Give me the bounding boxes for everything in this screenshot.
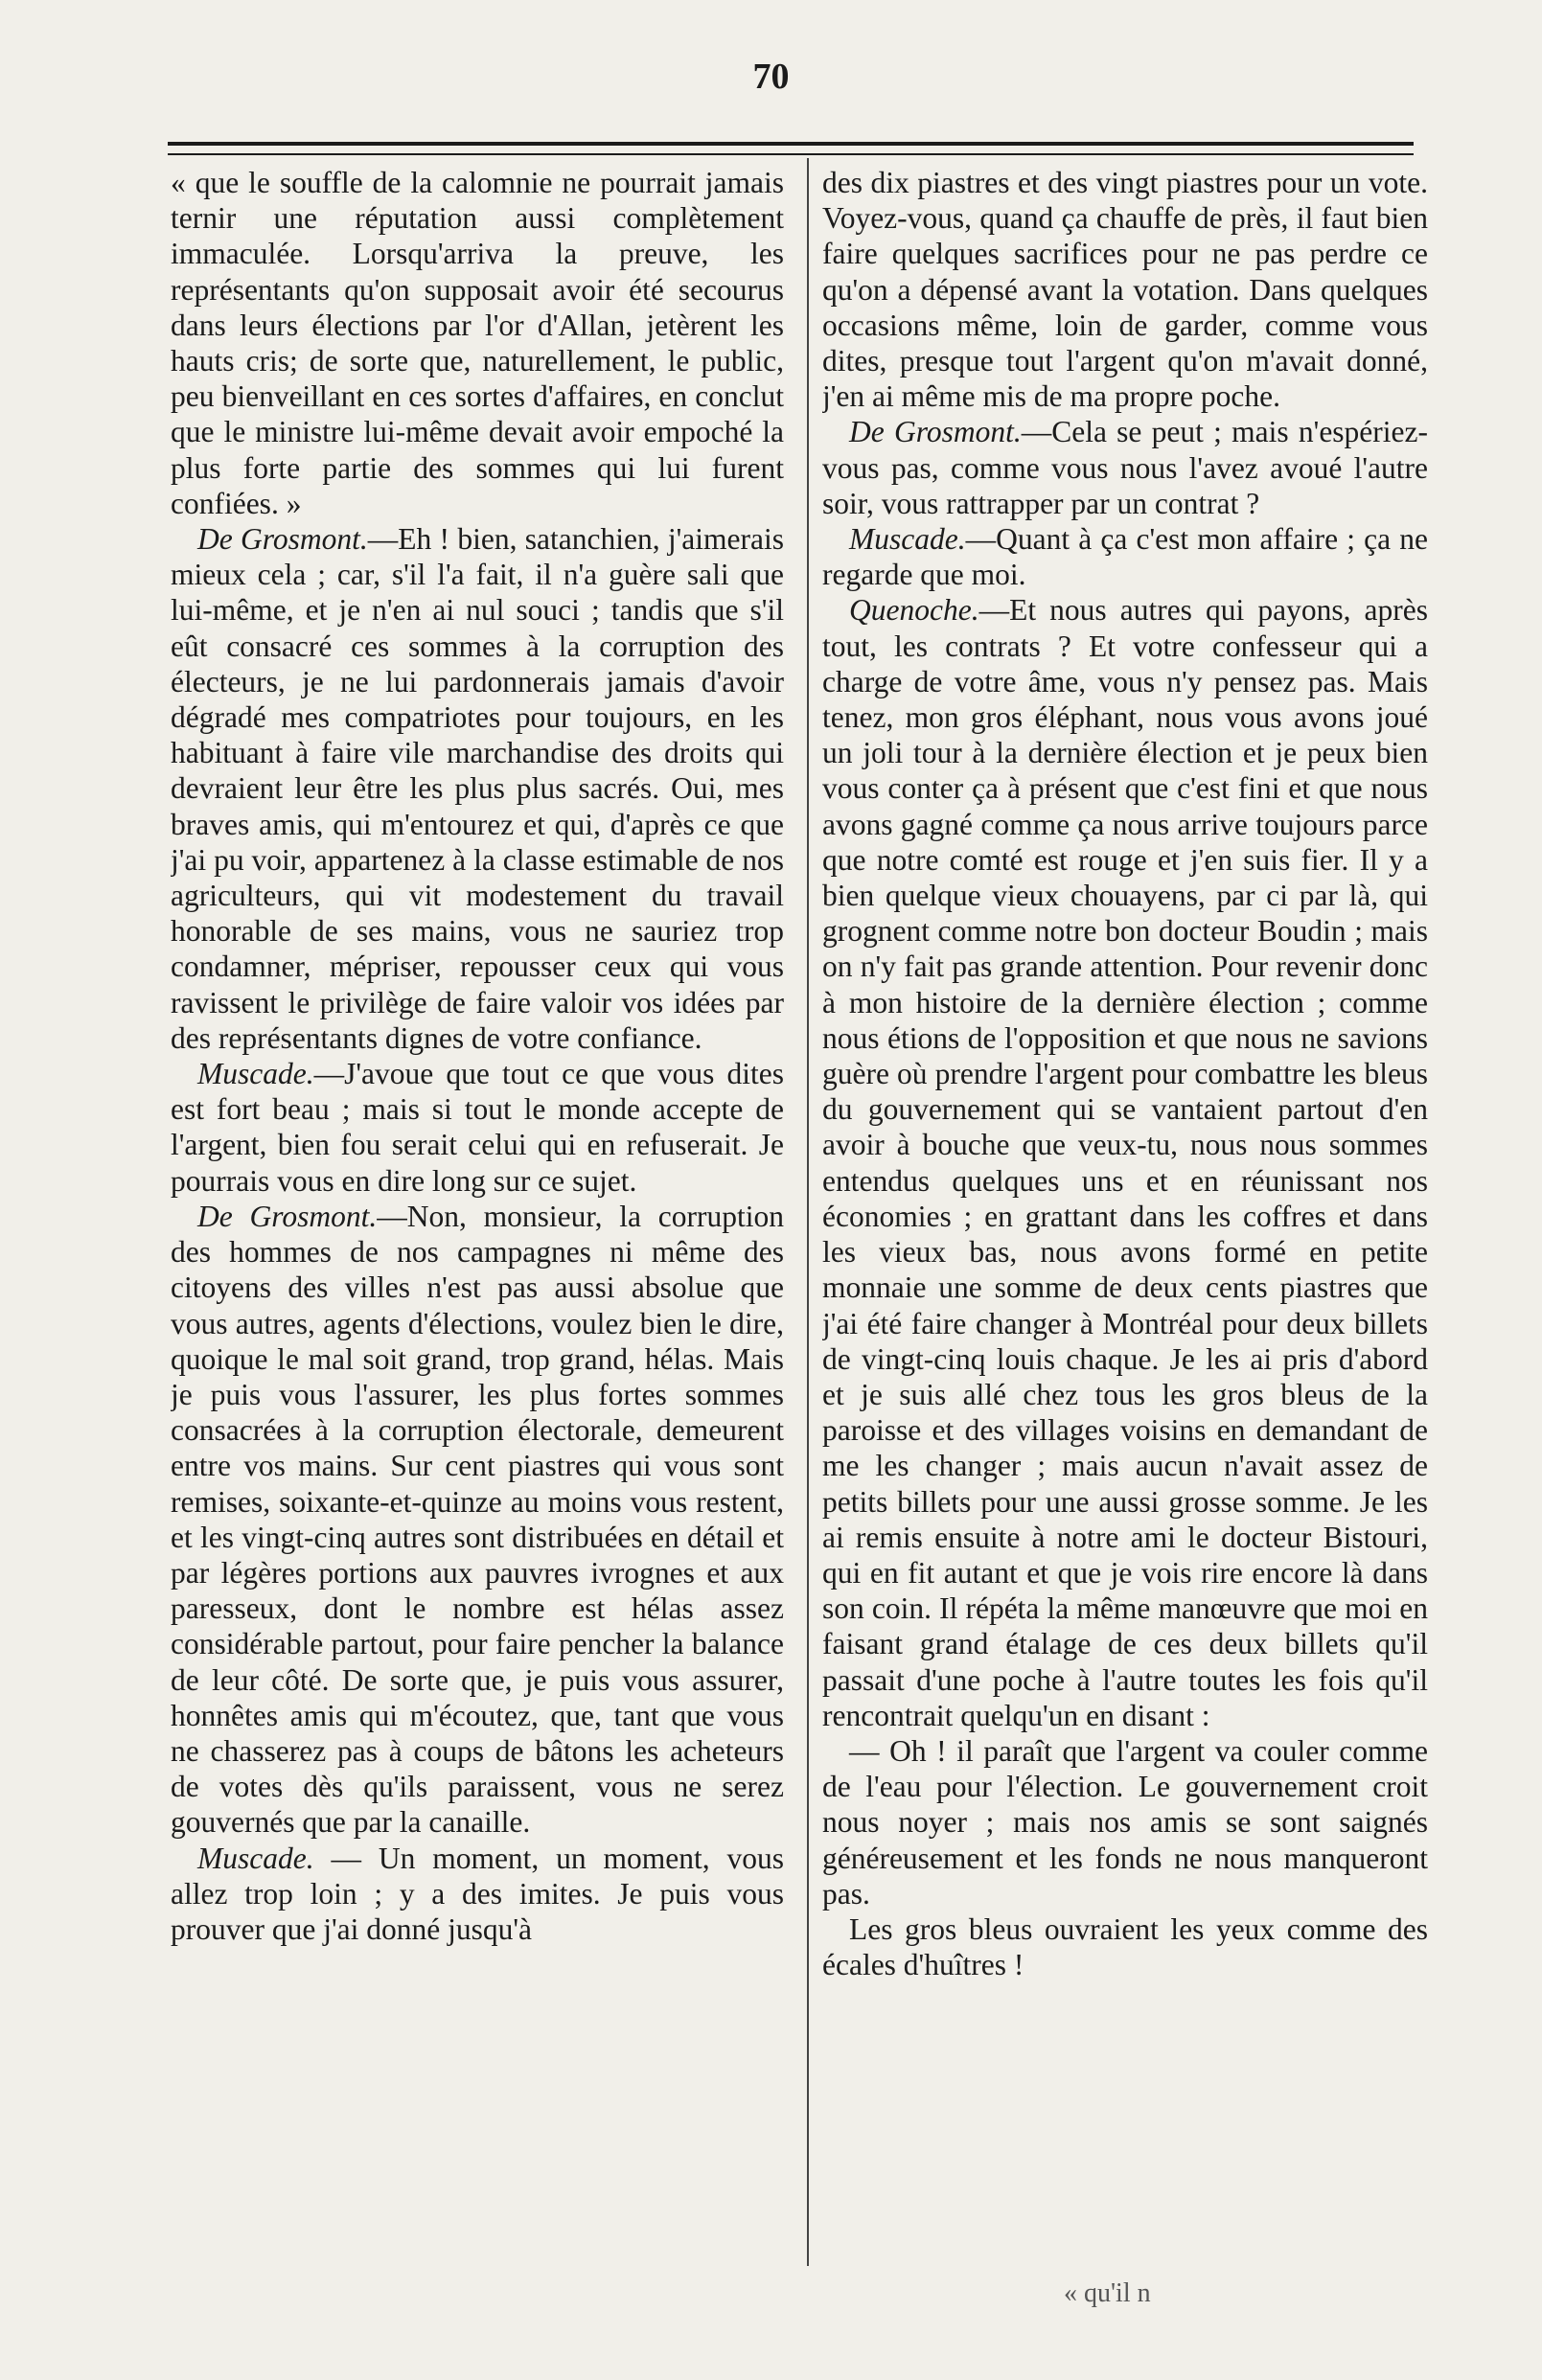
page-number: 70	[752, 57, 790, 97]
left-column	[171, 165, 784, 2273]
right-column	[822, 165, 1428, 2273]
column-divider	[807, 158, 809, 2266]
header-rule-thick	[168, 142, 1414, 146]
paragraph: De Grosmont.—Cela se peut ; mais n'espériez-vous pas, comme vous nous l'avez avoué l'autre soir, vous rattrapper par un contrat ?	[822, 415, 1428, 520]
paragraph: De Grosmont.—Non, monsieur, la corruption des hommes de nos campagnes ni même des citoyens des villes n'est pas aussi absolue que vous autres, agents d'élections, voulez bien le dire, quoique le mal soit grand, trop grand, hélas. Mais je puis vous l'assurer, les plus fortes sommes consacrées à la corruption électorale, demeurent entre vos mains. Sur cent piastres qui vous sont remises, soixante-et-quinze au moins vous restent, et les vingt-cinq autres sont distribuées en détail et par légères portions aux pauvres ivrognes et aux paresseux, dont le nombre est hélas assez considérable partout, pour faire pencher la balance de leur côté. De sorte que, je puis vous assurer, honnêtes amis qui m'écoutez, que, tant que vous ne chasserez pas à coups de bâtons les acheteurs de votes dès qu'ils paraissent, vous ne serez gouvernés que par la canaille.	[171, 1199, 784, 1840]
bleed-through-text: « qu'il n	[1064, 2278, 1151, 2308]
paragraph: Muscade. — Un moment, un moment, vous allez trop loin ; y a des imites. Je puis vous prouver que j'ai donné jusqu'à	[171, 1841, 784, 1946]
paragraph: des dix piastres et des vingt piastres pour un vote. Voyez-vous, quand ça chauffe de près, il faut bien faire quelques sacrifices pour ne pas perdre ce qu'on a dépensé avant la votation. Dans quelques occasions même, loin de garder, comme vous dites, presque tout l'argent qu'on m'avait donné, j'en ai même mis de ma propre poche.	[822, 166, 1428, 414]
paragraph: Quenoche.—Et nous autres qui payons, après tout, les contrats ? Et votre confesseur qui a charge de votre âme, vous n'y pensez pas. Mais tenez, mon gros éléphant, nous vous avons joué un joli tour à la dernière élection et je peux bien vous conter ça à présent que c'est fini et que nous avons gagné comme ça nous arrive toujours parce que notre comté est rouge et j'en suis fier. Il y a bien quelque vieux chouayens, par ci par là, qui grognent comme notre bon docteur Boudin ; mais on n'y fait pas grande attention. Pour revenir donc à mon histoire de la dernière élection ; comme nous étions de l'opposition et que nous ne savions guère où prendre l'argent pour combattre les bleus du gouvernement qui se vantaient partout d'en avoir à bouche que veux-tu, nous nous sommes entendus quelques uns et en réunissant nos économies ; en grattant dans les coffres et dans les vieux bas, nous avons formé en petite monnaie une somme de deux cents piastres que j'ai été faire changer à Montréal pour deux billets de vingt-cinq louis chaque. Je les ai pris d'abord et je suis allé chez tous les gros bleus de la paroisse et des villages voisins en demandant de me les changer ; mais aucun n'avait assez de petits billets pour une aussi grosse somme. Je les ai remis ensuite à notre ami le docteur Bistouri, qui en fit autant et que je vois rire encore là dans son coin. Il répéta la même manœuvre que moi en faisant grand étalage de ces deux billets qu'il passait d'une poche à l'autre toutes les fois qu'il rencontrait quelqu'un en disant :	[822, 593, 1428, 1732]
paragraph: Muscade.—Quant à ça c'est mon affaire ; ça ne regarde que moi.	[822, 522, 1428, 592]
paragraph: Muscade.—J'avoue que tout ce que vous dites est fort beau ; mais si tout le monde accepte de l'argent, bien fou serait celui qui en refuserait. Je pourrais vous en dire long sur ce sujet.	[171, 1057, 784, 1198]
paragraph: De Grosmont.—Eh ! bien, satanchien, j'aimerais mieux cela ; car, s'il l'a fait, il n'a guère sali que lui-même, et je n'en ai nul souci ; tandis que s'il eût consacré ces sommes à la corruption des électeurs, je ne lui pardonnerais jamais d'avoir dégradé mes compatriotes pour toujours, en les habituant à faire vile marchandise des droits qui devraient leur être les plus plus sacrés. Oui, mes braves amis, qui m'entourez et qui, d'après ce que j'ai pu voir, appartenez à la classe estimable de nos agriculteurs, qui vit modestement du travail honorable de ses mains, vous ne sauriez trop condamner, mépriser, repousser ceux qui vous ravissent le privilège de faire valoir vos idées par des représentants dignes de votre confiance.	[171, 522, 784, 1055]
header-rule-thin	[168, 153, 1414, 155]
paragraph: — Oh ! il paraît que l'argent va couler comme de l'eau pour l'élection. Le gouvernement croit nous noyer ; mais nos amis se sont saignés généreusement et les fonds ne nous manqueront pas.	[822, 1733, 1428, 1911]
paragraph: « que le souffle de la calomnie ne pourrait jamais ternir une réputation aussi complètement immaculée. Lorsqu'arriva la preuve, les représentants qu'on supposait avoir été secourus dans leurs élections par l'or d'Allan, jetèrent les hauts cris; de sorte que, naturellement, le public, peu bienveillant en ces sortes d'affaires, en conclut que le ministre lui-même devait avoir empoché la plus forte partie des sommes qui lui furent confiées. »	[171, 166, 784, 520]
paragraph: Les gros bleus ouvraient les yeux comme des écales d'huîtres !	[822, 1911, 1428, 1982]
